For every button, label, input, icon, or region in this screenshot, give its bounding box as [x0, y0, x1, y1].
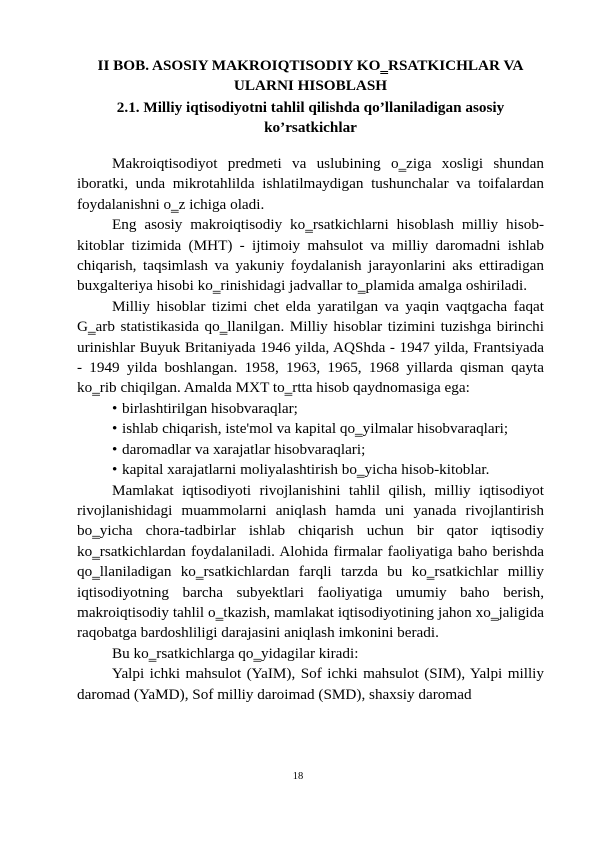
paragraph-intro: Makroiqtisodiyot predmeti va uslubining o‗ziga xosligi shundan iboratki, unda mikrotahlilda ishlatilmaydigan tushunchalar va toifalardan foydalanishni o‗z ichiga oladi.	[77, 155, 544, 213]
paragraph-analysis: Mamlakat iqtisodiyoti rivojlanishini tahlil qilish, milliy iqtisodiyot rivojlanishidagi muammolarni aniqlash hamda uni yanada rivojlantirish bo‗yicha chora-tadbirlar ishlab chiqarish uchun bir qator iqtisodiy ko‗rsatkichlardan foydalaniladi. Alohida firmalar faoliyatiga baho berishda qo‗llaniladigan ko‗rsatkichlardan farqli tarzda bu ko‗rsatkichlar milliy iqtisodiyotning barcha subyektlari faoliyatiga umumiy baho berish, makroiqtisodiy tahlil o‗tkazish, mamlakat iqtisodiyotining jahon xo‗jaligida raqobatga bardoshliligi darajasini aniqlash imkonini beradi.	[77, 481, 544, 642]
paragraph-indicators-intro: Bu ko‗rsatkichlarga qo‗yidagilar kiradi:	[112, 644, 359, 662]
accounts-list	[77, 399, 544, 481]
section-title: 2.1. Milliy iqtisodiyotni tahlil qilishda qo’llaniladigan asosiy ko’rsatkichlar	[116, 99, 505, 136]
document-page	[77, 56, 544, 705]
chapter-title: II BOB. ASOSIY MAKROIQTISODIY KO‗RSATKICHLAR VA ULARNI HISOBLASH	[97, 57, 524, 94]
list-item	[77, 460, 544, 480]
list-item-text: birlashtirilgan hisobvaraqlar;	[122, 399, 298, 417]
bullet-icon: •	[112, 399, 118, 417]
paragraph-history: Milliy hisoblar tizimi chet elda yaratilgan va yaqin vaqtgacha faqat G‗arb statistikasida qo‗llanilgan. Milliy hisoblar tizimini tuzishga birinchi urinishlar Buyuk Britaniyada 1946 yilda, AQShda - 1947 yilda, Frantsiyada - 1949 yilda boshlangan. 1958, 1963, 1965, 1968 yillarda qisman qayta ko‗rib chiqilgan. Amalda MXT to‗rtta hisob qaydnomasiga ega:	[77, 297, 544, 397]
list-item	[77, 399, 544, 419]
bullet-icon: •	[112, 440, 118, 458]
page-number: 18	[292, 771, 304, 782]
list-item-text: ishlab chiqarish, iste'mol va kapital qo‗yilmalar hisobvaraqlari;	[122, 420, 509, 438]
bullet-icon: •	[112, 420, 118, 438]
list-item	[77, 440, 544, 460]
bullet-icon: •	[112, 461, 118, 479]
paragraph-mht: Eng asosiy makroiqtisodiy ko‗rsatkichlarni hisoblash milliy hisob-kitoblar tizimida (MHT) - ijtimoiy mahsulot va milliy daromadni ishlab chiqarish, taqsimlash va yakuniy foydalanish jarayonlarini aks ettiradigan buxgalteriya hisobi ko‗rinishidagi jadvallar to‗plamida amalga oshiriladi.	[77, 216, 544, 295]
list-item-text: kapital xarajatlarni moliyalashtirish bo‗yicha hisob-kitoblar.	[122, 461, 490, 479]
list-item	[77, 419, 544, 439]
paragraph-indicators-list: Yalpi ichki mahsulot (YaIM), Sof ichki mahsulot (SIM), Yalpi milliy daromad (YaMD), Sof milliy daroimad (SMD), shaxsiy daromad	[77, 665, 544, 703]
list-item-text: daromadlar va xarajatlar hisobvaraqlari;	[122, 440, 366, 458]
